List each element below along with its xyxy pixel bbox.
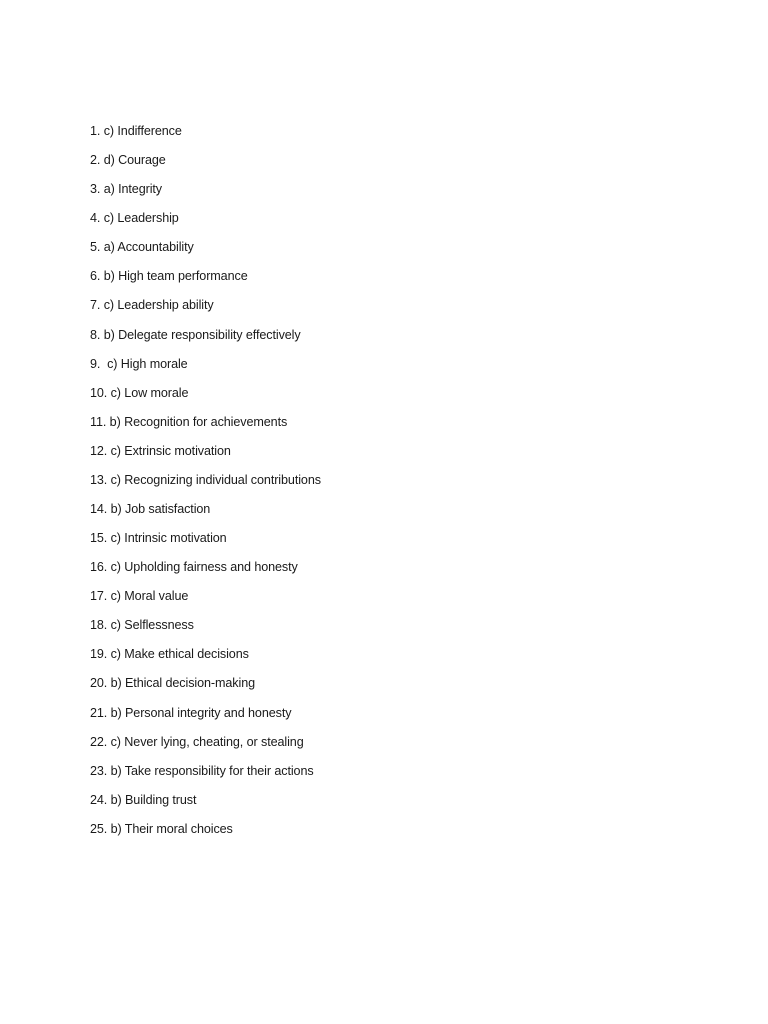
- answer-item-10: 10. c) Low morale: [90, 385, 189, 400]
- answer-item-3: 3. a) Integrity: [90, 182, 162, 197]
- answer-item-1: 1. c) Indifference: [90, 124, 182, 138]
- answer-item-24: 24. b) Building trust: [90, 792, 197, 807]
- answer-item-18: 18. c) Selflessness: [90, 618, 194, 633]
- answer-item-25: 25. b) Their moral choices: [90, 821, 233, 836]
- answer-item-6: 6. b) High team performance: [90, 269, 248, 284]
- answer-key-list: [90, 121, 321, 848]
- answer-item-4: 4. c) Leadership: [90, 211, 179, 226]
- answer-item-9: 9. c) High morale: [90, 356, 188, 371]
- answer-item-5: 5. a) Accountability: [90, 240, 194, 255]
- answer-item-15: 15. c) Intrinsic motivation: [90, 531, 227, 546]
- answer-item-23: 23. b) Take responsibility for their actions: [90, 763, 314, 778]
- answer-item-19: 19. c) Make ethical decisions: [90, 647, 249, 662]
- answer-item-8: 8. b) Delegate responsibility effectively: [90, 327, 301, 342]
- answer-item-2: 2. d) Courage: [90, 153, 166, 168]
- answer-item-12: 12. c) Extrinsic motivation: [90, 443, 231, 458]
- answer-item-13: 13. c) Recognizing individual contributions: [90, 472, 321, 487]
- answer-item-22: 22. c) Never lying, cheating, or stealing: [90, 734, 304, 749]
- answer-item-20: 20. b) Ethical decision-making: [90, 676, 255, 691]
- answer-item-17: 17. c) Moral value: [90, 589, 189, 604]
- answer-item-21: 21. b) Personal integrity and honesty: [90, 705, 292, 720]
- answer-item-7: 7. c) Leadership ability: [90, 298, 214, 313]
- answer-item-14: 14. b) Job satisfaction: [90, 502, 211, 517]
- answer-item-11: 11. b) Recognition for achievements: [90, 414, 288, 429]
- answer-item-16: 16. c) Upholding fairness and honesty: [90, 560, 298, 575]
